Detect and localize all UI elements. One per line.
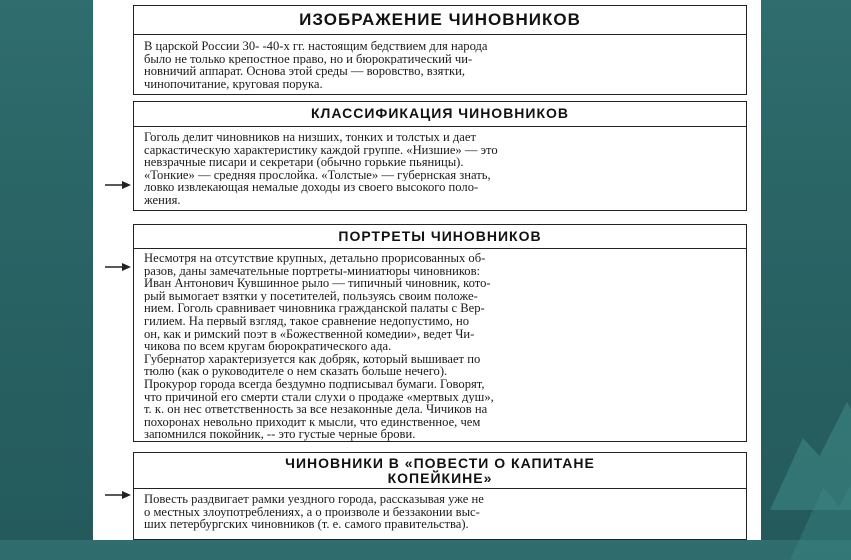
section-title-line-2: КОПЕЙКИНЕ» bbox=[387, 470, 493, 486]
arrow-pointer-icon bbox=[105, 262, 131, 272]
text-line: Губернатор характеризуется как добряк, который вышивает по bbox=[144, 352, 481, 366]
section-text bbox=[144, 131, 738, 207]
text-line: саркастическую характеристику каждой группе. «Низшие» — это bbox=[144, 143, 498, 157]
background-mountain-1 bbox=[770, 390, 851, 510]
document-page bbox=[93, 0, 761, 540]
section-text bbox=[144, 40, 738, 90]
text-line: разов, даны замечательные портреты-миниатюры чиновников: bbox=[144, 264, 481, 278]
section-image-of-officials bbox=[133, 5, 747, 95]
section-title: КЛАССИФИКАЦИЯ ЧИНОВНИКОВ bbox=[310, 105, 570, 121]
text-line: ловко извлекающая немалые доходы из своего высокого поло- bbox=[144, 181, 479, 194]
text-line: гилием. На первый взгляд, такое сравнение недопустимо, но bbox=[144, 314, 469, 328]
text-line: Несмотря на отсутствие крупных, детально прорисованных об- bbox=[144, 252, 486, 265]
text-line: рый вымогает взятки у посетителей, пользуясь своим положе- bbox=[144, 289, 478, 303]
text-line: т. к. он нес ответственность за все незаконные дела. Чичиков на bbox=[144, 403, 488, 416]
text-line: он, как и римский поэт в «Божественной комедии», ведет Чи- bbox=[144, 327, 475, 341]
divider bbox=[134, 34, 746, 35]
text-line: было не только крепостное право, но и бюрократический чи- bbox=[144, 52, 473, 66]
arrow-pointer-icon bbox=[105, 180, 131, 190]
divider bbox=[134, 248, 746, 249]
text-line: ших петербургских чиновников (т. е. самого правительства). bbox=[144, 518, 469, 531]
text-line: новничий аппарат. Основа этой среды — воровство, взятки, bbox=[144, 65, 465, 78]
text-line: Повесть раздвигает рамки уездного города, рассказывая уже не bbox=[144, 493, 484, 506]
text-line: В царской России 30- -40-х гг. настоящим бедствием для народа bbox=[144, 40, 488, 53]
text-line: Гоголь делит чиновников на низших, тонких и толстых и дает bbox=[144, 131, 476, 144]
text-line: чикова по всем кругам бюрократического ада. bbox=[144, 340, 392, 353]
text-line: жения. bbox=[144, 193, 181, 207]
section-title: ПОРТРЕТЫ ЧИНОВНИКОВ bbox=[338, 228, 542, 244]
text-line: о местных злоупотреблениях, а о произволе и беззаконии выс- bbox=[144, 505, 480, 519]
section-title-line-1: ЧИНОВНИКИ В «ПОВЕСТИ О КАПИТАНЕ bbox=[285, 455, 595, 471]
text-line: невзрачные писари и секретари (обычно горькие пьяницы). bbox=[144, 156, 464, 169]
text-line: что причиной его смерти стали слухи о продаже «мертвых душ», bbox=[144, 390, 494, 404]
text-line: тюлю (как о руководителе о нем сказать больше нечего). bbox=[144, 365, 448, 378]
section-classification bbox=[133, 101, 747, 211]
text-line: нием. Гоголь сравнивает чиновника гражданской палаты с Вер- bbox=[144, 302, 485, 315]
text-line: чинопочитание, круговая порука. bbox=[144, 77, 323, 91]
divider bbox=[134, 126, 746, 127]
text-line: «Тонкие» — средняя прослойка. «Толстые» — губернская знать, bbox=[144, 168, 491, 182]
section-text bbox=[144, 493, 738, 531]
text-line: Прокурор города всегда бездумно подписывал бумаги. Говорят, bbox=[144, 377, 485, 391]
divider bbox=[134, 488, 746, 489]
text-line: похоронах невольно приходит к мысли, что единственное, чем bbox=[144, 415, 481, 429]
section-title: ИЗОБРАЖЕНИЕ ЧИНОВНИКОВ bbox=[299, 10, 581, 29]
text-line: запомнился покойник, -- это густые черные брови. bbox=[144, 428, 416, 441]
text-line: Иван Антонович Кувшинное рыло — типичный чиновник, кото- bbox=[144, 277, 491, 290]
section-portraits bbox=[133, 224, 747, 442]
section-text bbox=[144, 252, 738, 441]
section-kopeikin bbox=[133, 452, 747, 540]
arrow-pointer-icon bbox=[105, 490, 131, 500]
